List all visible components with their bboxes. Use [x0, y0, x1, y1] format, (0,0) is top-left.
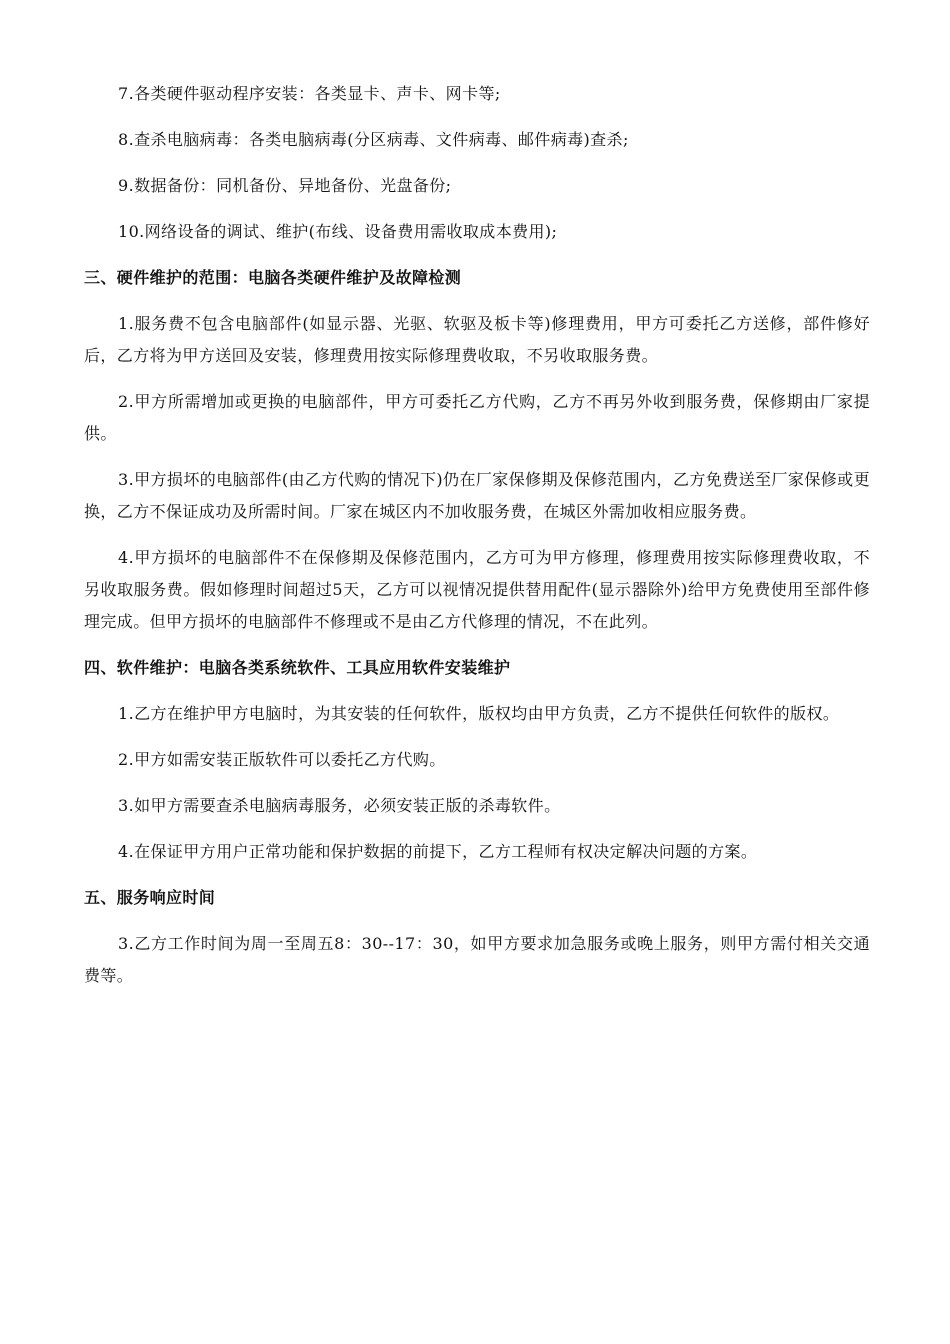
list-item-virus-scan: 8.查杀电脑病毒：各类电脑病毒(分区病毒、文件病毒、邮件病毒)查杀; — [118, 130, 629, 149]
section-heading-software: 四、软件维护：电脑各类系统软件、工具应用软件安装维护 — [84, 658, 511, 677]
document-page — [84, 78, 870, 1006]
list-item-driver-install: 7.各类硬件驱动程序安装：各类显卡、声卡、网卡等; — [118, 84, 501, 103]
hardware-item-1: 1.服务费不包含电脑部件(如显示器、光驱、软驱及板卡等)修理费用，甲方可委托乙方送修，部件修好后，乙方将为甲方送回及安装，修理费用按实际修理费收取，不另收取服务费。 — [84, 314, 870, 365]
software-item-1: 1.乙方在维护甲方电脑时，为其安装的任何软件，版权均由甲方负责，乙方不提供任何软件的版权。 — [118, 704, 840, 723]
list-item-network-devices: 10.网络设备的调试、维护(布线、设备费用需收取成本费用); — [118, 222, 558, 241]
software-item-4: 4.在保证甲方用户正常功能和保护数据的前提下，乙方工程师有权决定解决问题的方案。 — [118, 842, 758, 861]
software-item-3: 3.如甲方需要查杀电脑病毒服务，必须安装正版的杀毒软件。 — [118, 796, 561, 815]
list-item-data-backup: 9.数据备份：同机备份、异地备份、光盘备份; — [118, 176, 452, 195]
hardware-item-4: 4.甲方损坏的电脑部件不在保修期及保修范围内，乙方可为甲方修理，修理费用按实际修理费收取，不另收取服务费。假如修理时间超过5天，乙方可以视情况提供替用配件(显示器除外)给甲方免费使用至部件修理完成。但甲方损坏的电脑部件不修理或不是由乙方代修理的情况，不在此列。 — [84, 548, 870, 631]
response-time-item-3: 3.乙方工作时间为周一至周五8：30--17：30，如甲方要求加急服务或晚上服务，则甲方需付相关交通费等。 — [84, 934, 870, 985]
software-item-2: 2.甲方如需安装正版软件可以委托乙方代购。 — [118, 750, 446, 769]
section-heading-response-time: 五、服务响应时间 — [84, 888, 216, 907]
hardware-item-2: 2.甲方所需增加或更换的电脑部件，甲方可委托乙方代购，乙方不再另外收到服务费，保修期由厂家提供。 — [84, 392, 870, 443]
hardware-item-3: 3.甲方损坏的电脑部件(由乙方代购的情况下)仍在厂家保修期及保修范围内，乙方免费送至厂家保修或更换，乙方不保证成功及所需时间。厂家在城区内不加收服务费，在城区外需加收相应服务费。 — [84, 470, 870, 521]
section-heading-hardware: 三、硬件维护的范围：电脑各类硬件维护及故障检测 — [84, 268, 462, 287]
